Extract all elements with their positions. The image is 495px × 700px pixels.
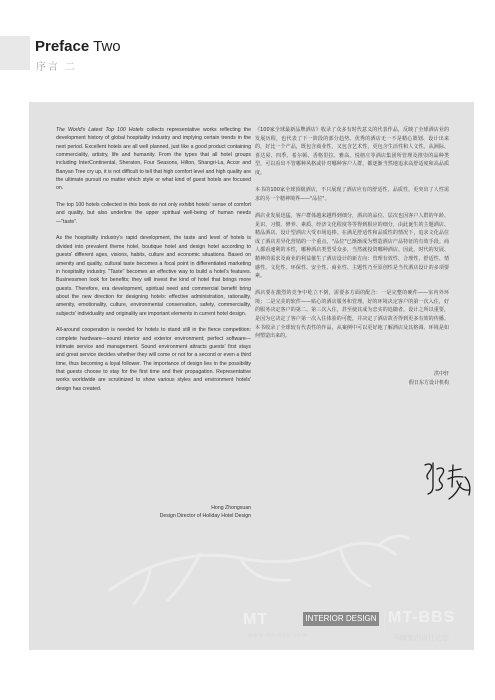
- title-block: [0, 36, 140, 73]
- english-paragraph-3: As the hospitality industry's rapid development, the taste and level of hotels is divided into prevalent theme hotel, boutique hotel and design hotel according to guests' different ages, visions, habits, culture and economic situations. Based on amenity and quality, cultural taste becomes a focal point in differentiated marketing in hospitality industry. "Taste" becomes an effective way to build a hotel's features. Businessmen look for benefits; they will invest the kind of hotel that brings more guests. Therefore, era development, spiritual need and commercial benefit bring about the new direction for designing hotels: effective administration, rationality, amenity, emotionality, culture, environmental conservation, safety, commerciality, subjects' individuality and originality are important elements in current hotel design.: [56, 235, 251, 317]
- english-signature-title: Design Director of Holiday Hotel Design: [159, 513, 251, 520]
- chinese-signature-name: 洪中轩: [433, 371, 449, 377]
- watermark-horse-icon: [90, 520, 420, 615]
- watermark-url: www.mt-bbs.com: [248, 633, 308, 639]
- chinese-signature: [255, 370, 449, 387]
- page-title: [35, 38, 121, 55]
- watermark-divider: [384, 611, 385, 631]
- english-signature-name: Hong Zhongxuan: [211, 505, 251, 511]
- english-paragraph-4: All-around cooperation is needed for hotels to stand still in the fierce competition: complete hardware—sound interior and exterior environment; perfect software—intimate service and management. Sound environment attracts guests' first stays and great service decides whether they will come or not for a second or even a third time, thus becoming a loyal follower. The importance of design lies in the possibility that guests choose to stay for the first time and their propagation. Representative works worldwide are scrutinized to show various styles and environment hotels' design has created.: [56, 327, 251, 392]
- english-signature: [56, 504, 251, 521]
- chinese-signature-title: 假日东方设计机构: [408, 379, 449, 386]
- chinese-paragraph-3: 酒店业发展迅猛，客户群体越来越得到细分，酒店的品位、层次也因客户人群的年龄、见识、习惯、修养、素质、经济文化程度等等得到相应的细分，由此诞生的主题酒店、精品酒店、设计型酒店大受市场追捧。在满足舒适性和品质性的情况下，追求文化品位成了酒店差异化营销的一个重点，"品位"已渐渐成为塑造酒店产品特征的有效手段。商人都看速利的本性，哪种酒店类型受众多，当然就投资哪种酒店。因此，时代的发展、精神的需求及商业的利益催生了酒店设计的新方向：管理有效性、合理性、舒适性、情感性、文化性、环保性、安全性、商业性、主题性乃至原创性是当代酒店设计的多项要素。: [255, 212, 449, 280]
- english-paragraph-1-text: collects representative works reflecting the development history of global hospitality industry and implying certain trends in the next period. Excellent hotels are all well planned, just like a good product containing commerciality, artistry, life and humanity. From the types that all hotel groups including InterContinental, Sheraton, Four Seasons, Hilton, Shangri-La, Accor and Banyan Tree cry up, it is not difficult to tell that high comfort level and high quality are the ultimate pursuit no matter which style or what kind of guest hotels are focused on.: [56, 127, 252, 192]
- page-subtitle-cn: 序言 二: [36, 62, 77, 73]
- english-paragraph-2: The top 100 hotels collected in this book do not only exhibit hotels' sense of comfort and quality, but also underline the upper spiritual well-being of human needs—"taste".: [56, 202, 251, 225]
- english-column: [56, 126, 251, 401]
- watermark-cn-text: 马蹄室内设计论坛: [393, 634, 449, 642]
- chinese-paragraph-2: 本书的100家全球顶级酒店，不只展现了酒店应有的舒适性、品质性，更突出了人性需求的另一个精神境界——"品位"。: [255, 187, 449, 202]
- watermark-interior-design-badge: INTERIOR DESIGN: [303, 612, 379, 626]
- watermark-right-text: MT-BBS: [388, 609, 456, 626]
- handwritten-signature: [419, 457, 479, 507]
- chinese-paragraph-4: 酒店要在激烈的竞争中屹立不倒，需要多方面的配合：一是完整的硬件——室内外环境；二是完美的软件——贴心的酒店服务和管理。好的环境决定客户的第一次入住，好的服务决定客户的第二、第三次入住，甚至使其成为忠实的追随者。设计之所以重要，是因为它决定了客户第一次入住体验的可能，并决定了酒店故否得到更多有效的传播。本书收录了全球较有代表性的作品，从案例中可以更好地了解酒店及其格调、环境是如何塑造出来的。: [255, 290, 449, 340]
- title-main: Preface: [35, 38, 90, 55]
- english-paragraph-1: [56, 126, 251, 193]
- chinese-paragraph-1: 《100家全球最新品牌酒店》收录了众多有时代意义的代表作品，反映了全球酒店业的发展历程，也代表了下一阶段的部分趋势。优秀的酒店无一不是精心策划、设计出来的，好比一个产品，既包含商业性，又包含艺术性，更包含生活性和人文性。从洲际、喜达屋、四季、希尔顿、香格里拉、雅高、悦榕庄等酒店集团所管理及推崇的品种类型，可以看出不管哪种风格或针对哪种客户人群，都逐渐当然地追求高舒适度和高品质度。: [255, 127, 449, 176]
- title-accent-bar: [0, 36, 30, 70]
- book-title: The World's Latest Top 100 Hotels: [56, 127, 144, 133]
- watermark-left-text: MT: [243, 611, 269, 628]
- title-rest: Two: [89, 38, 121, 55]
- chinese-column: [255, 126, 449, 349]
